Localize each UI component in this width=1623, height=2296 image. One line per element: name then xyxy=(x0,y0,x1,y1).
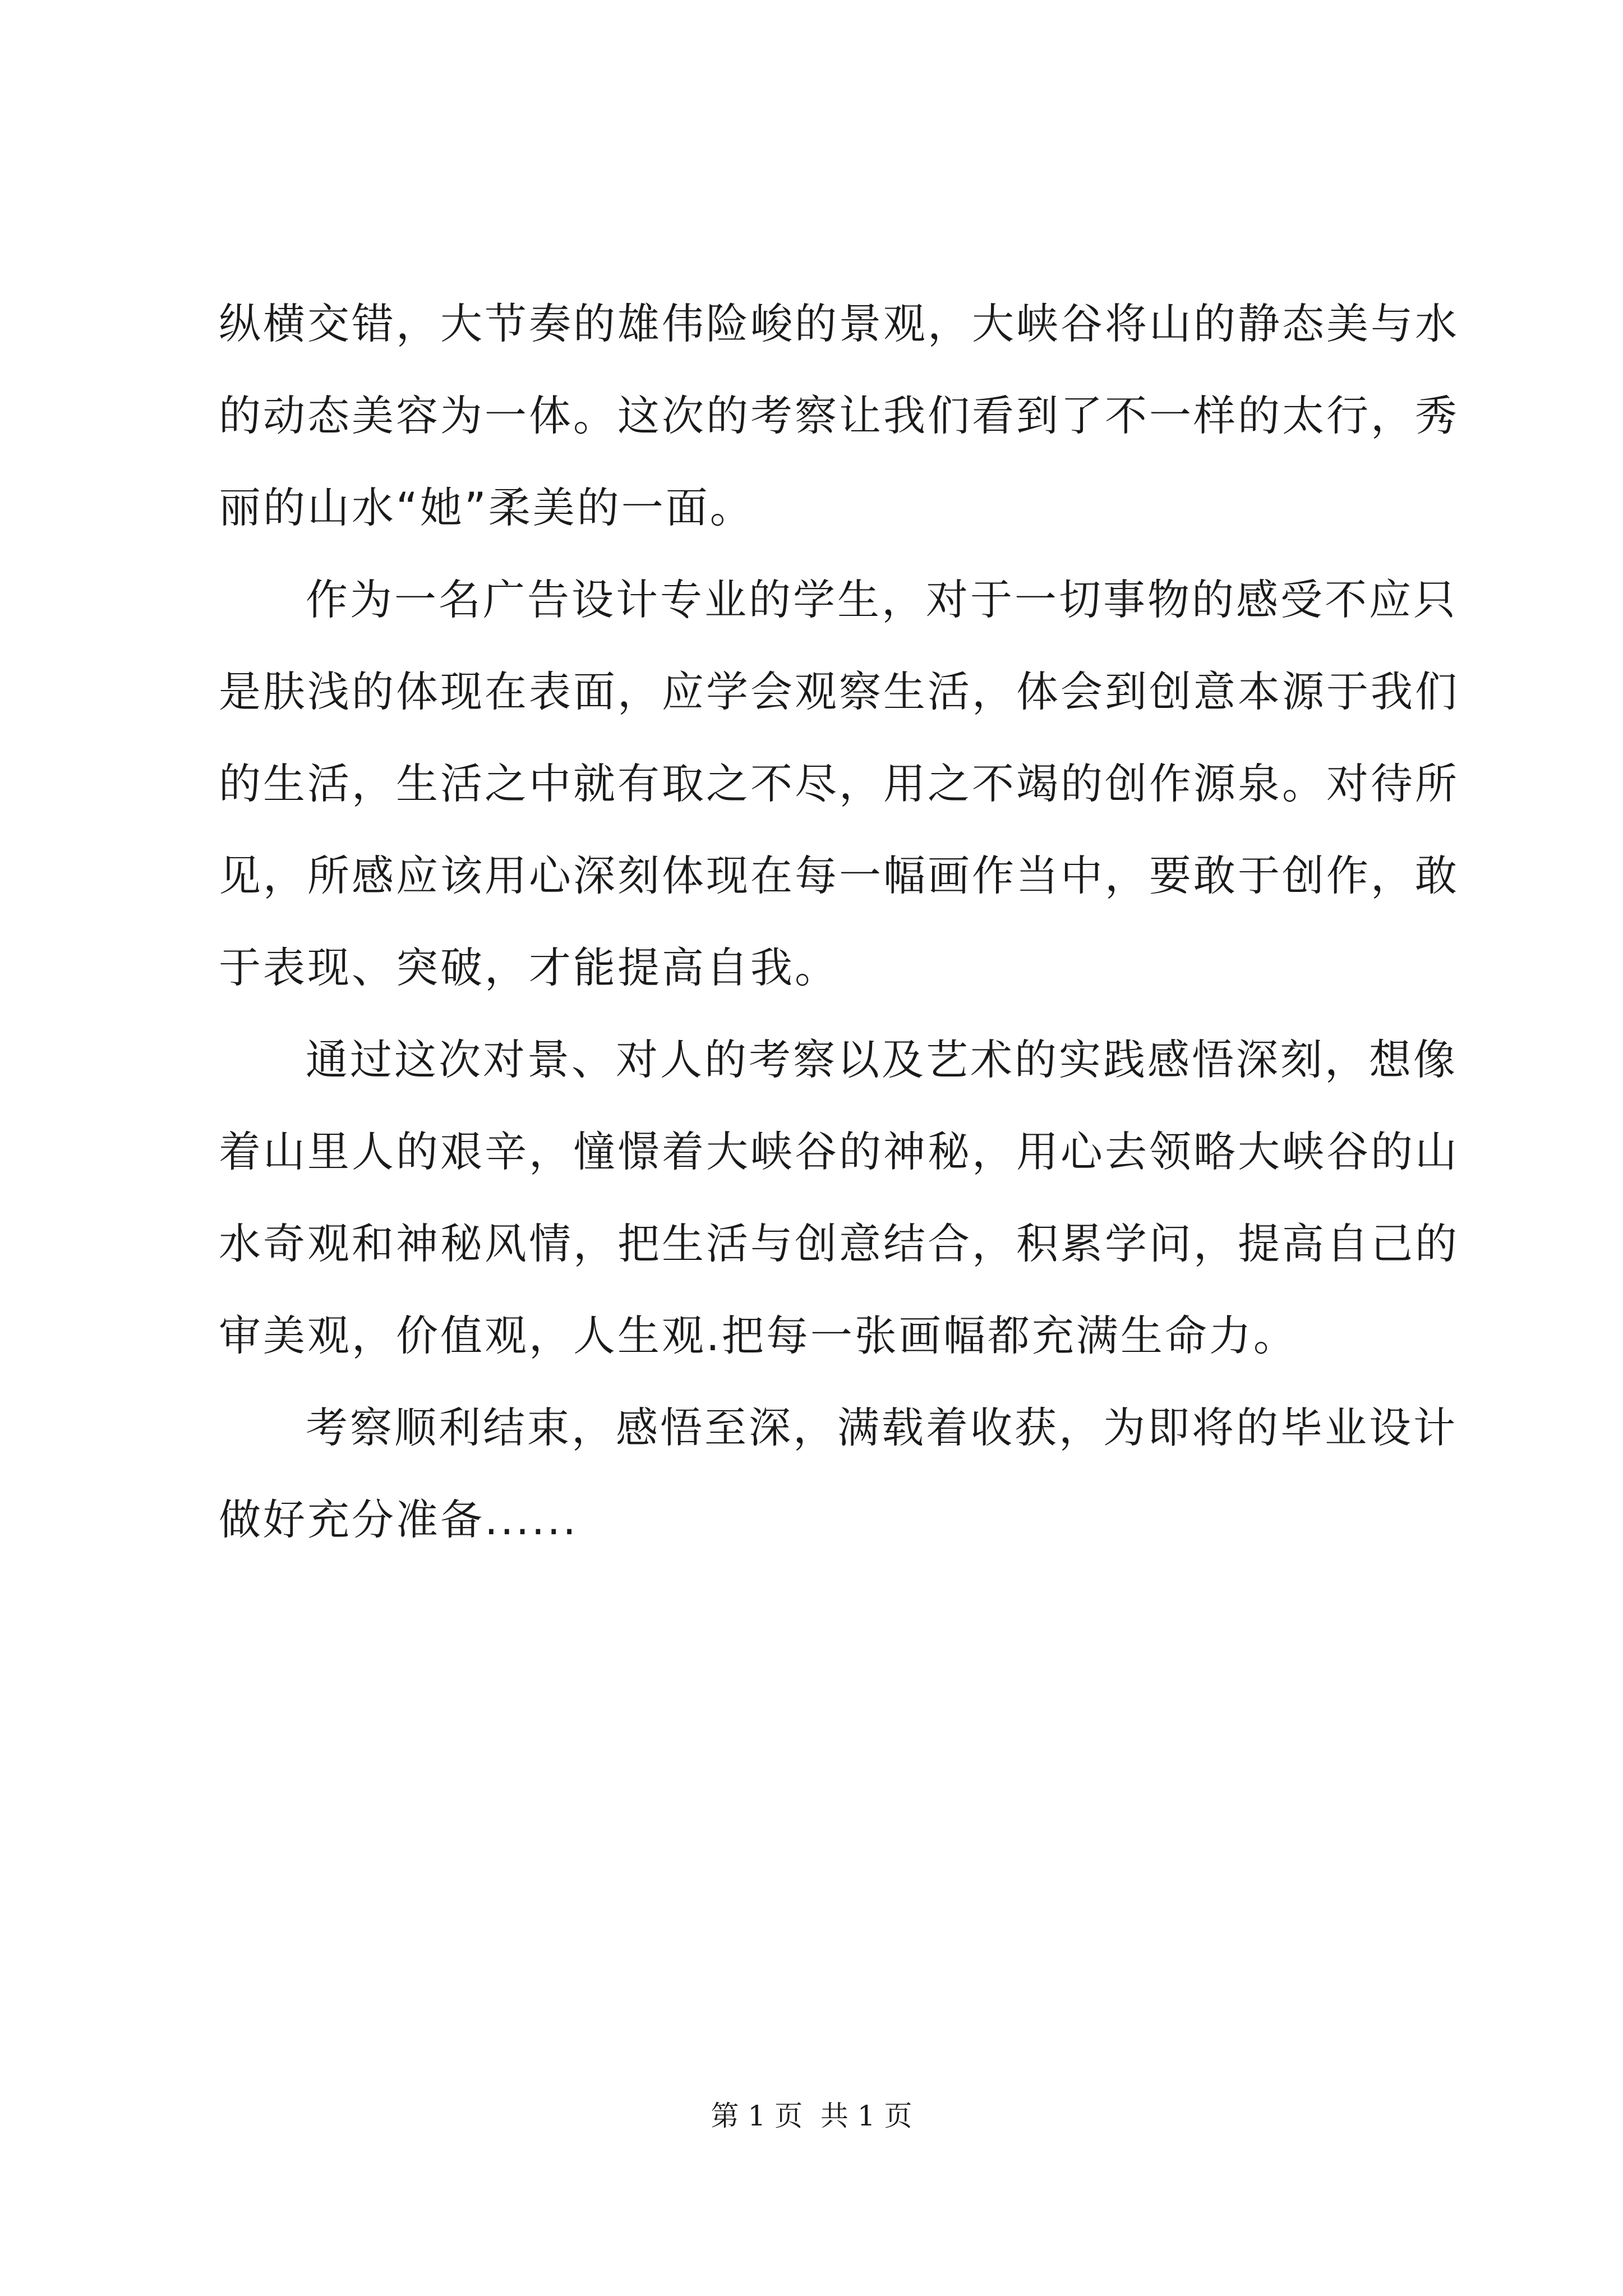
body-line: 于表现、突破，才能提高自我。 xyxy=(219,943,840,992)
body-line: 的动态美容为一体。这次的考察让我们看到了不一样的太行，秀 xyxy=(219,391,1460,440)
body-line: 见，所感应该用心深刻体现在每一幅画作当中，要敢于创作，敢 xyxy=(219,851,1460,900)
body-line: 考察顺利结束，感悟至深，满载着收获，为即将的毕业设计 xyxy=(306,1403,1458,1452)
body-line: 丽的山水“她”柔美的一面。 xyxy=(219,483,754,532)
body-line: 做好充分准备...... xyxy=(219,1495,579,1544)
body-line: 作为一名广告设计专业的学生，对于一切事物的感受不应只 xyxy=(306,575,1458,624)
document-body xyxy=(219,278,1460,1566)
body-line: 纵横交错，大节奏的雄伟险峻的景观，大峡谷将山的静态美与水 xyxy=(219,299,1460,348)
body-line: 是肤浅的体现在表面，应学会观察生活，体会到创意本源于我们 xyxy=(219,667,1460,716)
body-line: 着山里人的艰辛，憧憬着大峡谷的神秘，用心去领略大峡谷的山 xyxy=(219,1127,1460,1176)
body-line: 通过这次对景、对人的考察以及艺术的实践感悟深刻，想像 xyxy=(306,1035,1458,1084)
page-footer: 第 1 页 共 1 页 xyxy=(711,2100,912,2132)
body-line: 的生活，生活之中就有取之不尽，用之不竭的创作源泉。对待所 xyxy=(219,759,1460,808)
body-line: 水奇观和神秘风情，把生活与创意结合，积累学问，提高自己的 xyxy=(219,1219,1460,1268)
body-line: 审美观，价值观，人生观.把每一张画幅都充满生命力。 xyxy=(219,1311,1298,1360)
